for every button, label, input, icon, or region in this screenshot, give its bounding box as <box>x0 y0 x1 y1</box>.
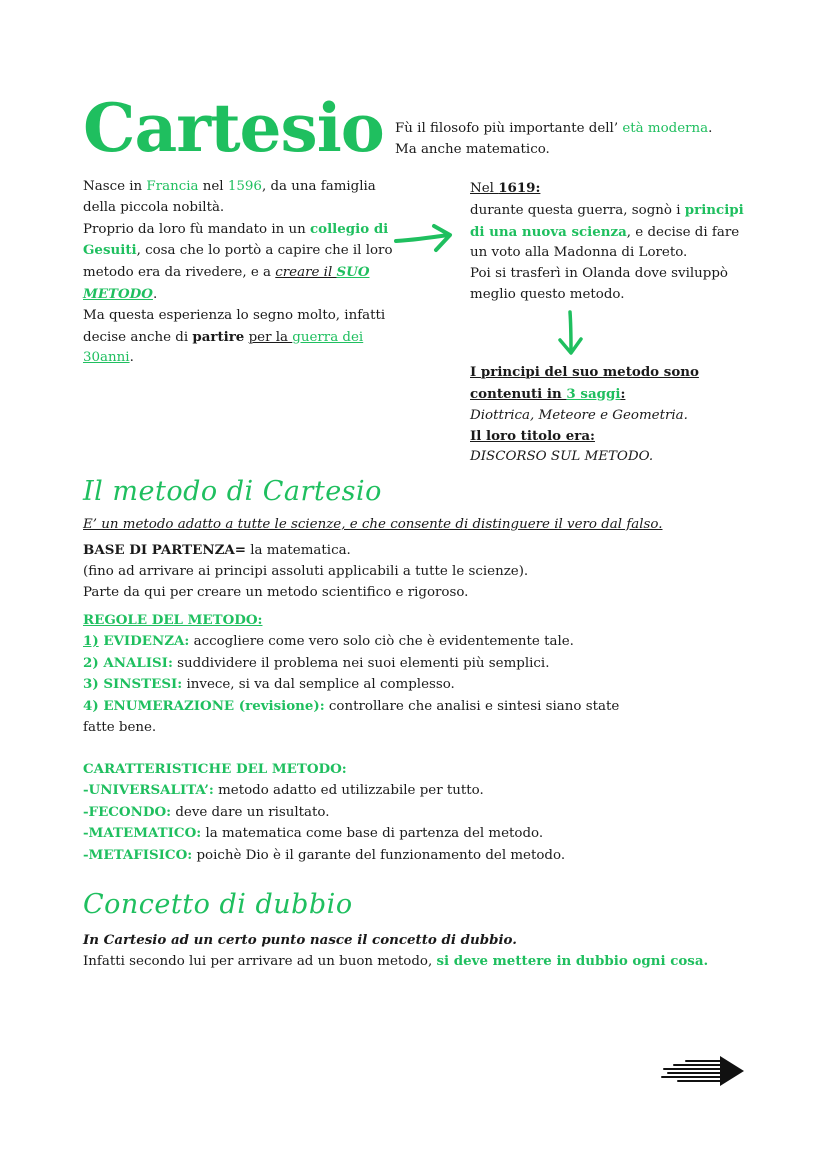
base-label: BASE DI PARTENZA= <box>83 542 246 558</box>
rule-num: 1) <box>83 632 99 649</box>
text-titolo: Il loro titolo era: <box>470 428 595 445</box>
next-page-arrow-icon[interactable] <box>660 1053 748 1091</box>
subtitle-l2: Ma anche matematico. <box>395 141 550 157</box>
text-discorso: DISCORSO SUL METODO. <box>470 449 654 465</box>
right-column <box>470 178 760 306</box>
rule-label: ANALISI: <box>98 654 173 671</box>
highlight-principi: principi di una nuova scienza <box>470 201 744 240</box>
rule-text: invece, si va dal semplice al complesso. <box>182 677 455 693</box>
highlight-year: 1596 <box>227 179 262 194</box>
rule-label: ENUMERAZIONE (revisione): <box>98 698 325 715</box>
text: Nasce in <box>83 179 147 194</box>
arrow-right-icon <box>394 222 458 256</box>
text: (fino ad arrivare ai principi assoluti applicabili a tutte le scienze). <box>83 563 529 579</box>
text: , cosa che lo portò a capire che il loro metodo era da rivedere, e a <box>83 243 393 281</box>
dubbio-block <box>83 930 783 973</box>
text: . <box>129 350 134 366</box>
feature-text: la matematica come base di partenza del metodo. <box>201 826 544 842</box>
feature-text: deve dare un risultato. <box>171 804 330 820</box>
rule-num: 4) <box>83 698 99 715</box>
list-item <box>83 823 683 845</box>
feature-label: -METAFISICO: <box>83 847 193 864</box>
caratteristiche-heading: CARATTERISTICHE DEL METODO: <box>83 761 347 777</box>
list-item <box>83 631 643 653</box>
text-1619: 1619: <box>498 180 541 196</box>
rule-num: 3) <box>83 676 99 693</box>
metodo-definition: E’ un metodo adatto a tutte le scienze, e che consente di distinguere il vero dal falso. <box>83 517 663 532</box>
text: In Cartesio ad un certo punto nasce il concetto di dubbio. <box>83 932 517 948</box>
highlight-dubbio: si deve mettere in dubbio ogni cosa. <box>436 952 709 969</box>
subtitle-l1c: . <box>708 121 713 136</box>
text: : <box>620 385 626 402</box>
page-title: Cartesio <box>83 89 384 167</box>
rule-text: suddividere il problema nei suoi elementi più semplici. <box>172 655 550 671</box>
subtitle-era: età moderna <box>622 121 709 136</box>
list-item <box>83 802 683 824</box>
text: Proprio da loro fù mandato in un <box>83 221 310 237</box>
list-item <box>83 696 643 739</box>
arrow-down-icon <box>556 310 586 358</box>
text-per-la: per la <box>248 329 293 345</box>
text-olanda: Poi si trasferì in Olanda dove sviluppò meglio questo metodo. <box>470 266 728 302</box>
highlight-collegio: collegio di Gesuiti <box>83 220 389 259</box>
rule-num: 2) <box>83 654 99 671</box>
highlight-suo-metodo: SUO METODO <box>83 264 370 302</box>
section-heading-metodo: Il metodo di Cartesio <box>83 476 382 507</box>
feature-label: -FECONDO: <box>83 803 172 820</box>
text-saggi-list: Diottrica, Meteore e Geometria. <box>470 407 688 423</box>
text: la matematica. <box>245 543 351 558</box>
text-nel: Nel <box>470 181 499 196</box>
regole-heading: REGOLE DEL METODO: <box>83 612 263 628</box>
subtitle <box>395 119 755 161</box>
feature-text: metodo adatto ed utilizzabile per tutto. <box>213 782 484 798</box>
text: , da una famiglia della piccola nobiltà. <box>83 179 376 215</box>
section-heading-dubbio: Concetto di dubbio <box>83 889 353 920</box>
rule-label: SINSTESI: <box>98 676 183 693</box>
highlight-france: Francia <box>146 179 199 194</box>
rule-label: EVIDENZA: <box>98 632 190 649</box>
highlight-saggi: 3 saggi <box>566 385 621 402</box>
saggi-block <box>470 362 770 468</box>
text-principi: I principi del suo metodo sono contenuti in <box>470 364 699 402</box>
text: Parte da qui per creare un metodo scientifico e rigoroso. <box>83 584 469 600</box>
text-creare: creare il <box>275 265 337 281</box>
caratteristiche-block <box>83 759 683 867</box>
left-column <box>83 177 395 369</box>
text: . <box>152 286 158 302</box>
text: durante questa guerra, sognò i <box>470 202 685 218</box>
text: Ma questa esperienza lo segno molto, infatti decise anche di <box>83 307 386 345</box>
highlight-guerra: guerra dei 30anni <box>83 329 364 366</box>
feature-label: -UNIVERSALITA’: <box>83 781 214 798</box>
text: , e decise di fare un voto alla Madonna di Loreto. <box>470 224 740 261</box>
rule-text: accogliere come vero solo ciò che è evidentemente tale. <box>189 633 574 649</box>
feature-label: -MATEMATICO: <box>83 825 202 842</box>
text-partire: partire <box>192 328 245 345</box>
feature-text: poichè Dio è il garante del funzionamento del metodo. <box>192 848 566 864</box>
list-item <box>83 845 683 867</box>
list-item <box>83 780 683 802</box>
text: nel <box>198 179 228 194</box>
text: Infatti secondo lui per arrivare ad un buon metodo, <box>83 953 437 969</box>
list-item <box>83 653 643 675</box>
subtitle-l1a: Fù il filosofo più importante dell’ <box>395 121 623 136</box>
regole-block <box>83 610 643 739</box>
rule-text: controllare che analisi e sintesi siano state fatte bene. <box>83 699 620 735</box>
list-item <box>83 674 643 696</box>
base-block <box>83 540 783 603</box>
